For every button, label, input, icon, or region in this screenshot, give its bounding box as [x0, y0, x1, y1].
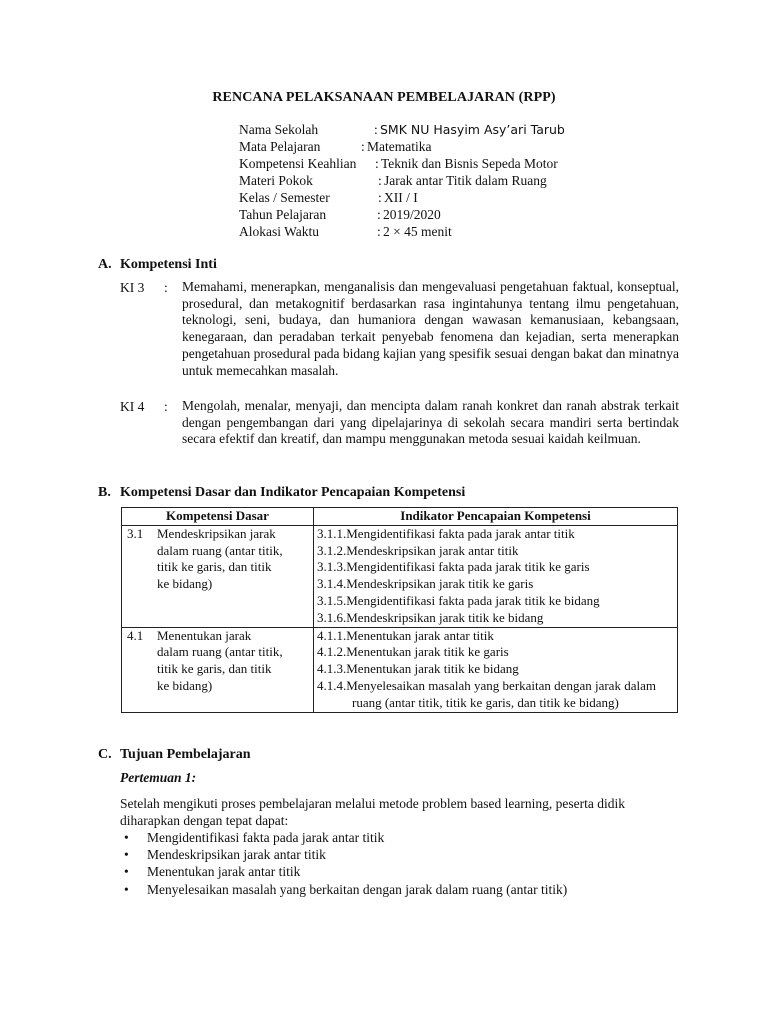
- bullet-icon: •: [124, 881, 129, 897]
- table-row: [122, 525, 678, 627]
- goal-list: [120, 829, 680, 898]
- info-label: Nama Sekolah: [239, 122, 319, 137]
- info-separator: :: [377, 224, 381, 239]
- kd-description: Menentukan jarak dalam ruang (antar titik, titik ke garis, dan titik ke bidang): [157, 627, 283, 693]
- indicator-item: 4.1.3.Menentukan jarak titik ke bidang: [317, 661, 519, 677]
- indicator-item: 4.1.1.Menentukan jarak antar titik: [317, 627, 494, 643]
- goal-intro: Setelah mengikuti proses pembelajaran melalui metode problem based learning, peserta didik diharapkan dengan tepat dapat:: [120, 796, 625, 828]
- list-item: [120, 863, 680, 880]
- indicator-item: 3.1.1.Mengidentifikasi fakta pada jarak antar titik: [317, 525, 575, 541]
- info-row-class-semester: [239, 189, 565, 206]
- bullet-icon: •: [124, 864, 129, 880]
- info-value: XII / I: [384, 190, 418, 205]
- table-header-row: [122, 508, 678, 526]
- goal-text: Mengidentifikasi fakta pada jarak antar titik: [147, 830, 385, 845]
- indicator-item: 3.1.4.Mendeskripsikan jarak titik ke garis: [317, 576, 534, 592]
- bullet-icon: •: [124, 847, 129, 863]
- kd-description: Mendeskripsikan jarak dalam ruang (antar titik, titik ke garis, dan titik ke bidang): [157, 525, 283, 592]
- table-header-indicators: Indikator Pencapaian Kompetensi: [314, 508, 678, 526]
- indicator-cell: [314, 525, 678, 627]
- info-value: Teknik dan Bisnis Sepeda Motor: [381, 156, 558, 171]
- info-value: 2019/2020: [383, 207, 441, 222]
- identity-block: [239, 121, 565, 240]
- kd-number: 3.1: [127, 525, 144, 541]
- info-row-subject: [239, 138, 565, 155]
- indicator-item: 4.1.2.Menentukan jarak titik ke garis: [317, 644, 509, 660]
- indicator-item: 4.1.4.Menyelesaikan masalah yang berkaitan dengan jarak dalam ruang (antar titik, titik ke garis, dan titik ke bidang): [317, 677, 656, 710]
- ki-3: [120, 279, 680, 379]
- info-value: SMK NU Hasyim Asy’ari Tarub: [380, 122, 565, 137]
- kd-cell: [122, 627, 314, 712]
- info-separator: :: [378, 173, 382, 188]
- info-row-time-allocation: [239, 223, 565, 240]
- indicator-item: 3.1.6.Mendeskripsikan jarak titik ke bidang: [317, 609, 544, 625]
- info-row-academic-year: [239, 206, 565, 223]
- info-label: Kelas / Semester: [239, 190, 330, 205]
- meeting-heading: Pertemuan 1:: [120, 770, 197, 785]
- info-row-expertise: [239, 155, 565, 172]
- info-separator: :: [374, 122, 378, 137]
- info-separator: :: [377, 207, 381, 222]
- ki-label: KI 3: [120, 280, 145, 295]
- kd-cell: [122, 525, 314, 627]
- section-letter: A.: [98, 257, 112, 272]
- ki-4: [120, 398, 680, 448]
- document-title: RENCANA PELAKSANAAN PEMBELAJARAN (RPP): [212, 90, 556, 105]
- kd-number: 4.1: [127, 627, 144, 643]
- section-c-heading: [98, 746, 251, 763]
- indicator-item: 3.1.5.Mengidentifikasi fakta pada jarak titik ke bidang: [317, 592, 600, 608]
- section-letter: C.: [98, 747, 112, 762]
- info-separator: :: [378, 190, 382, 205]
- info-label: Alokasi Waktu: [239, 224, 320, 239]
- info-separator: :: [375, 156, 379, 171]
- competency-table: [121, 507, 678, 713]
- info-row-school: [239, 121, 565, 138]
- section-b-heading: [98, 484, 465, 501]
- list-item: [120, 846, 680, 863]
- info-label: Mata Pelajaran: [239, 139, 321, 154]
- bullet-icon: •: [124, 830, 129, 845]
- goal-text: Mendeskripsikan jarak antar titik: [147, 847, 326, 863]
- info-separator: :: [361, 139, 365, 154]
- info-label: Tahun Pelajaran: [239, 207, 327, 222]
- indicator-cell: [314, 627, 678, 712]
- info-label: Materi Pokok: [239, 173, 313, 188]
- list-item: [120, 829, 680, 846]
- ki-separator: :: [164, 399, 168, 414]
- info-value: Matematika: [367, 139, 432, 154]
- info-value: 2 × 45 menit: [383, 224, 452, 239]
- indicator-item: 3.1.3.Mengidentifikasi fakta pada jarak titik ke garis: [317, 559, 590, 575]
- ki-separator: :: [164, 280, 168, 295]
- info-value: Jarak antar Titik dalam Ruang: [384, 173, 547, 188]
- list-item: [120, 881, 680, 898]
- table-header-kd: Kompetensi Dasar: [122, 508, 314, 526]
- goal-text: Menyelesaikan masalah yang berkaitan dengan jarak dalam ruang (antar titik): [147, 881, 568, 897]
- ki-label: KI 4: [120, 399, 145, 414]
- section-title: Kompetensi Dasar dan Indikator Pencapaian Kompetensi: [120, 485, 466, 500]
- goal-text: Menentukan jarak antar titik: [147, 864, 301, 880]
- ki-text: Mengolah, menalar, menyaji, dan mencipta dalam ranah konkret dan ranah abstrak terkait dengan pengembangan dari yang dipelajarinya di sekolah secara mandiri serta bertindak secara efektif dan kreatif, dan mampu menggunakan metoda sesuai kaidah keilmuan.: [182, 398, 679, 447]
- section-letter: B.: [98, 485, 111, 500]
- info-label: Kompetensi Keahlian: [239, 156, 357, 171]
- ki-text: Memahami, menerapkan, menganalisis dan mengevaluasi pengetahuan faktual, konseptual, prosedural, dan metakognitif berdasarkan rasa ingintahunya tentang ilmu pengetahuan, teknologi, seni, budaya, dan humaniora dengan wawasan kemanusiaan, kebangsaan, kenegaraan, dan peradaban terkait penyebab fenomena dan kejadian, serta menerapkan pengetahuan prosedural pada bidang kajian yang spesifik sesuai dengan bakat dan minatnya untuk memecahkan masalah.: [182, 279, 679, 378]
- section-a-heading: [98, 256, 217, 273]
- table-row: [122, 627, 678, 712]
- info-row-topic: [239, 172, 565, 189]
- section-title: Kompetensi Inti: [120, 257, 217, 272]
- section-title: Tujuan Pembelajaran: [120, 747, 251, 762]
- indicator-item: 3.1.2.Mendeskripsikan jarak antar titik: [317, 542, 519, 558]
